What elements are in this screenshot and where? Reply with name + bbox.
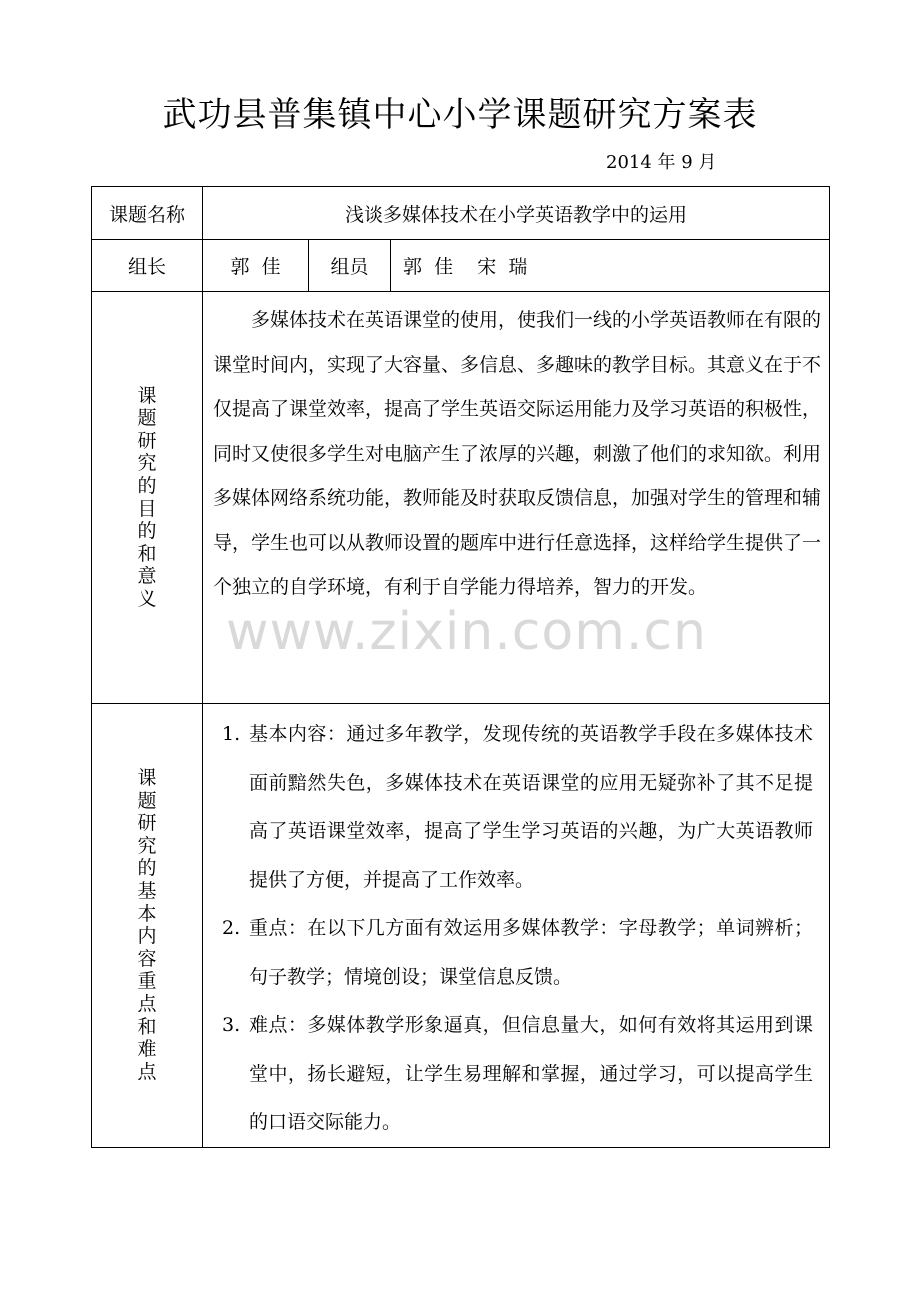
content-item-key-points xyxy=(217,904,813,1001)
leader-value: 郭 佳 xyxy=(203,240,309,292)
content-label-cell xyxy=(92,704,203,1148)
content-label: 课题研究的基本内容 重点和难点 xyxy=(137,767,157,1083)
content-item-text: 基本内容：通过多年教学，发现传统的英语教学手段在多媒体技术面前黯然失色，多媒体技术在英语课堂的应用无疑弥补了其不足提高了英语课堂效率，提高了学生学习英语的兴趣，为广大英语教师提供了方便，并提高了工作效率。 xyxy=(249,723,813,891)
purpose-label-cell xyxy=(92,292,203,704)
content-row xyxy=(92,704,830,1148)
content-item-number: 2. xyxy=(222,917,241,939)
topic-row xyxy=(92,187,830,240)
watermark: www.zixin.com.cn xyxy=(226,602,707,662)
purpose-label: 课题研究的目的和意义 xyxy=(137,384,157,610)
leader-row xyxy=(92,240,830,292)
document-date: 2014 年 9 月 xyxy=(606,152,717,173)
purpose-row xyxy=(92,292,830,704)
purpose-text: 多媒体技术在英语课堂的使用，使我们一线的小学英语教师在有限的课堂时间内，实现了大容量、多信息、多趣味的教学目标。其意义在于不仅提高了课堂效率，提高了学生英语交际运用能力及学习英语的积极性，同时又使很多学生对电脑产生了浓厚的兴趣，刺激了他们的求知欲。利用多媒体网络系统功能，教师能及时获取反馈信息，加强对学生的管理和辅导，学生也可以从教师设置的题库中进行任意选择，这样给学生提供了一个独立的自学环境，有利于自学能力得培养，智力的开发。 xyxy=(203,292,830,704)
members-label: 组员 xyxy=(309,240,391,292)
document-title: 武功县普集镇中心小学课题研究方案表 xyxy=(162,95,758,135)
members-value: 郭 佳 宋 瑞 xyxy=(391,240,830,292)
topic-value: 浅谈多媒体技术在小学英语教学中的运用 xyxy=(203,187,830,240)
research-plan-table xyxy=(91,186,830,1148)
content-item-basic xyxy=(217,710,813,904)
content-item-number: 3. xyxy=(222,1014,241,1036)
content-item-text: 重点：在以下几方面有效运用多媒体教学：字母教学；单词辨析；句子教学；情境创设；课堂信息反馈。 xyxy=(249,917,813,988)
content-cell xyxy=(203,704,830,1148)
content-list xyxy=(217,710,813,1147)
content-item-number: 1. xyxy=(222,723,241,745)
leader-label: 组长 xyxy=(92,240,203,292)
content-item-difficulties xyxy=(217,1001,813,1147)
content-item-text: 难点：多媒体教学形象逼真，但信息量大，如何有效将其运用到课堂中，扬长避短，让学生易理解和掌握，通过学习，可以提高学生的口语交际能力。 xyxy=(249,1014,813,1133)
topic-label: 课题名称 xyxy=(92,187,203,240)
